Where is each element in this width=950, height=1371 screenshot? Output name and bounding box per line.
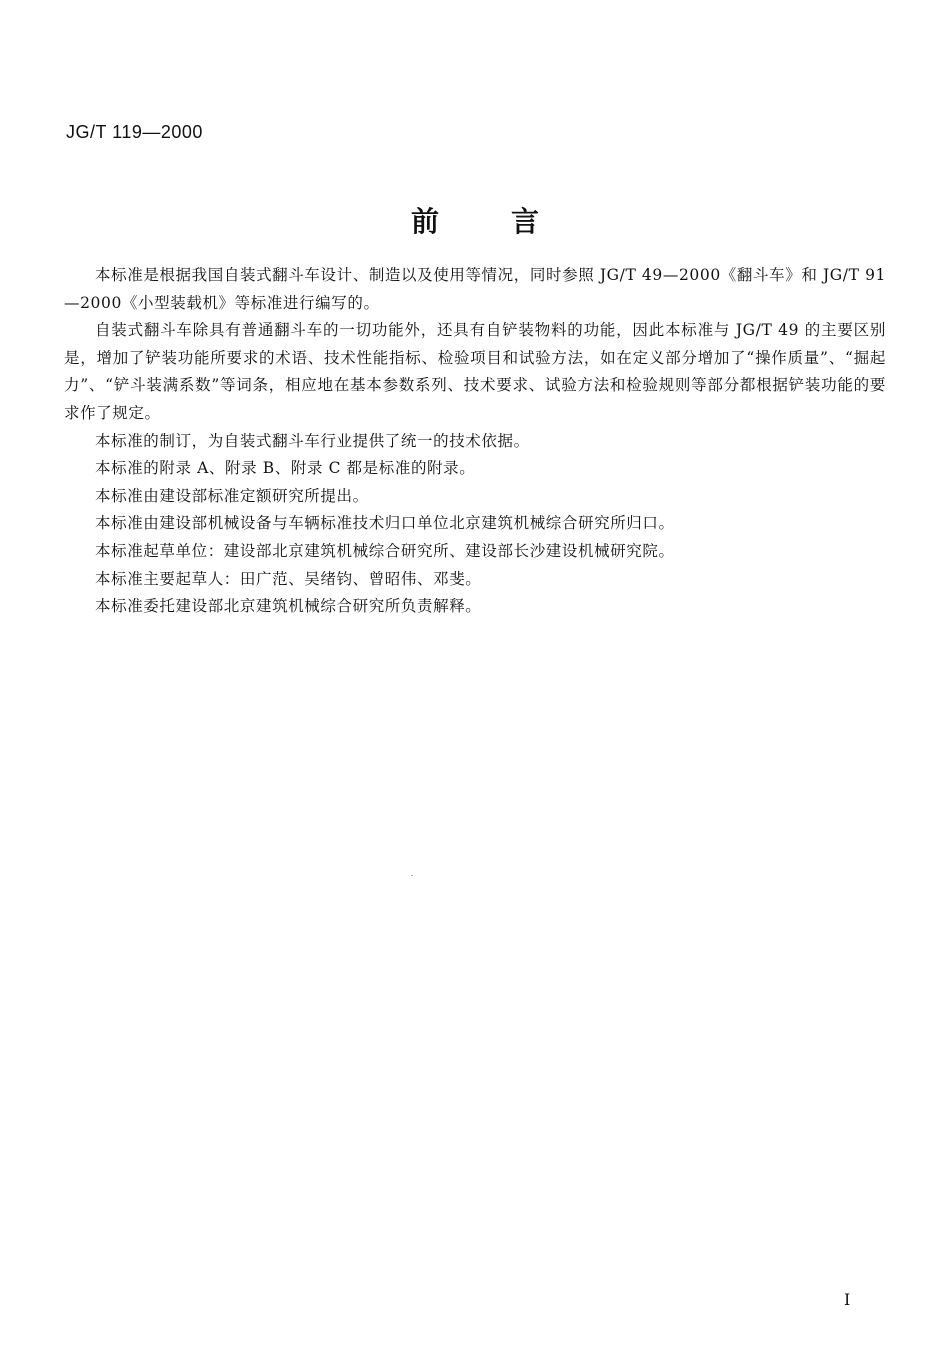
foreword-body (64, 262, 886, 621)
page-title: 前言 (410, 205, 611, 238)
paragraph: 本标准委托建设部北京建筑机械综合研究所负责解释。 (95, 597, 482, 616)
page-number: I (844, 1290, 851, 1309)
scan-speck (411, 875, 413, 876)
paragraph: 本标准由建设部机械设备与车辆标准技术归口单位北京建筑机械综合研究所归口。 (95, 514, 675, 533)
paragraph: 本标准的制订，为自装式翻斗车行业提供了统一的技术依据。 (95, 431, 530, 450)
paragraph: 本标准主要起草人：田广范、吴绪钧、曾昭伟、邓斐。 (95, 569, 482, 588)
paragraph: 本标准是根据我国自装式翻斗车设计、制造以及使用等情况，同时参照 JG/T 49—2000《翻斗车》和 JG/T 91—2000《小型装载机》等标准进行编写的。 (64, 266, 886, 312)
standard-code: JG/T 119—2000 (66, 122, 203, 142)
paragraph: 本标准的附录 A、附录 B、附录 C 都是标准的附录。 (95, 459, 476, 478)
paragraph: 自装式翻斗车除具有普通翻斗车的一切功能外，还具有自铲装物料的功能，因此本标准与 JG/T 49 的主要区别是，增加了铲装功能所要求的术语、技术性能指标、检验项目和试验方法，如在定义部分增加了“操作质量”、“掘起力”、“铲斗装满系数”等词条，相应地在基本参数系列、技术要求、试验方法和检验规则等部分都根据铲装功能的要求作了规定。 (64, 321, 886, 422)
paragraph: 本标准由建设部标准定额研究所提出。 (95, 486, 369, 505)
paragraph: 本标准起草单位：建设部北京建筑机械综合研究所、建设部长沙建设机械研究院。 (95, 541, 675, 560)
